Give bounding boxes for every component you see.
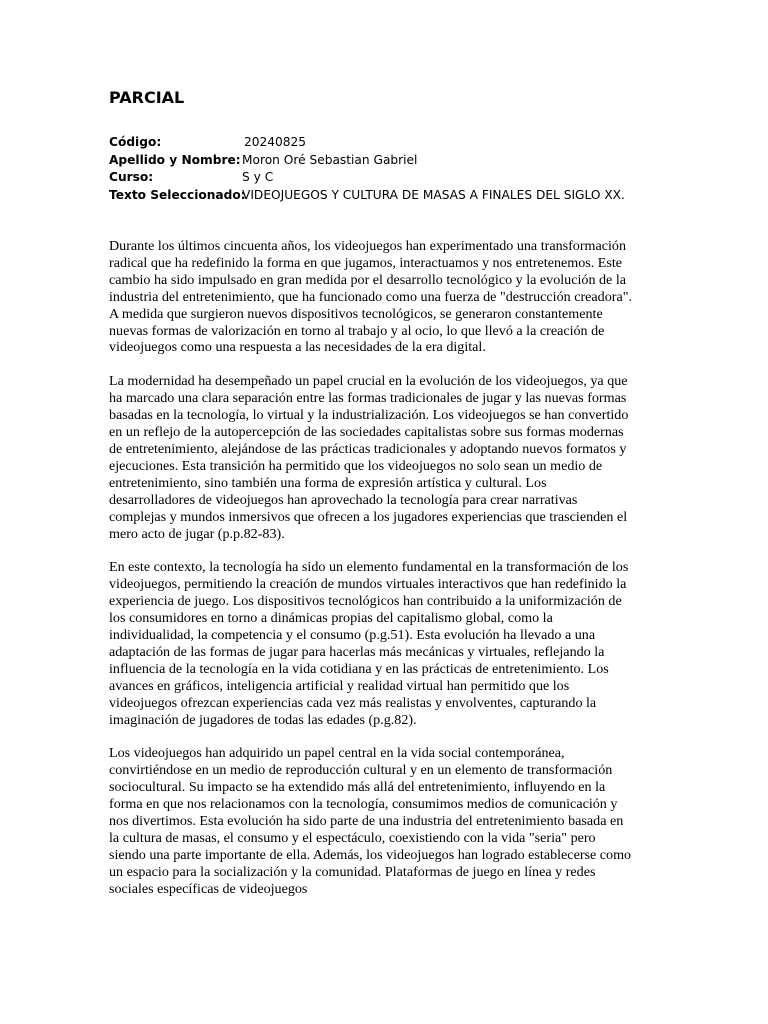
nombre-value: Moron Oré Sebastian Gabriel [242,152,418,167]
paragraph-3: En este contexto, la tecnología ha sido un elemento fundamental en la transformación de los videojuegos, permitiendo la creación de mundos virtuales interactivos que han redefinido la experiencia de juego. Los dispositivos tecnológicos han contribuido a la uniformización de los consumidores en torno a dinámicas propias del capitalismo global, como la individualidad, la competencia y el consumo (p.g.51). Esta evolución ha llevado a una adaptación de las formas de jugar para hacerlas más mecánicas y virtuales, reflejando la influencia de la tecnología en la vida cotidiana y en las prácticas de entretenimiento. Los avances en gráficos, inteligencia artificial y realidad virtual han permitido que los videojuegos ofrezcan experiencias cada vez más realistas y envolventes, capturando la imaginación de jugadores de todas las edades (p.g.82). [109,559,629,728]
paragraph-2: La modernidad ha desempeñado un papel crucial en la evolución de los videojuegos, ya que ha marcado una clara separación entre las formas tradicionales de jugar y las nuevas formas basadas en la tecnología, lo virtual y la industrialización. Los videojuegos se han convertido en un reflejo de la autopercepción de las sociedades capitalistas sobre sus formas modernas de entretenimiento, alejándose de las prácticas tradicionales y adoptando nuevos formatos y ejecuciones. Esta transición ha permitido que los videojuegos no solo sean un medio de entretenimiento, sino también una forma de expresión artística y cultural. Los desarrolladores de videojuegos han aprovechado la tecnología para crear narrativas complejas y mundos inmersivos que ofrecen a los jugadores experiencias que trascienden el mero acto de jugar (p.p.82-83). [109,373,629,542]
curso-label: Curso: [109,170,154,184]
codigo-value: 20240825 [244,135,307,149]
texto-seleccionado-label: Texto Seleccionado: [109,187,246,202]
document-body [109,238,634,915]
curso-value: S y C [242,170,274,184]
texto-seleccionado-value: VIDEOJUEGOS Y CULTURA DE MASAS A FINALES DEL SIGLO XX. [242,187,625,202]
codigo-row [109,134,634,152]
paragraph-4: Los videojuegos han adquirido un papel central en la vida social contemporánea, convirtiéndose en un medio de reproducción cultural y en un elemento de transformación sociocultural. Su impacto se ha extendido más allá del entretenimiento, influyendo en la forma en que nos relacionamos con la tecnología, consumimos medios de comunicación y nos divertimos. Esta evolución ha sido parte de una industria del entretenimiento basada en la cultura de masas, el consumo y el espectáculo, coexistiendo con la vida "seria" pero siendo una parte importante de ella. Además, los videojuegos han logrado establecerse como un espacio para la socialización y la comunidad. Plataformas de juego en línea y redes sociales específicas de videojuegos [109,745,632,897]
curso-row [109,169,634,187]
header-info-block [109,134,634,204]
paragraph-1: Durante los últimos cincuenta años, los videojuegos han experimentado una transformación radical que ha redefinido la forma en que jugamos, interactuamos y nos entretenemos. Este cambio ha sido impulsado en gran medida por el desarrollo tecnológico y la evolución de la industria del entretenimiento, que ha funcionado como una fuerza de "destrucción creadora". A medida que surgieron nuevos dispositivos tecnológicos, se generaron constantemente nuevas formas de valorización en torno al trabajo y al ocio, lo que llevó a la creación de videojuegos como una respuesta a las necesidades de la era digital. [109,238,632,356]
texto-seleccionado-row [109,187,634,205]
nombre-label: Apellido y Nombre: [109,152,241,167]
codigo-label: Código: [109,135,162,149]
nombre-row [109,152,634,170]
document-title: PARCIAL [109,88,185,107]
